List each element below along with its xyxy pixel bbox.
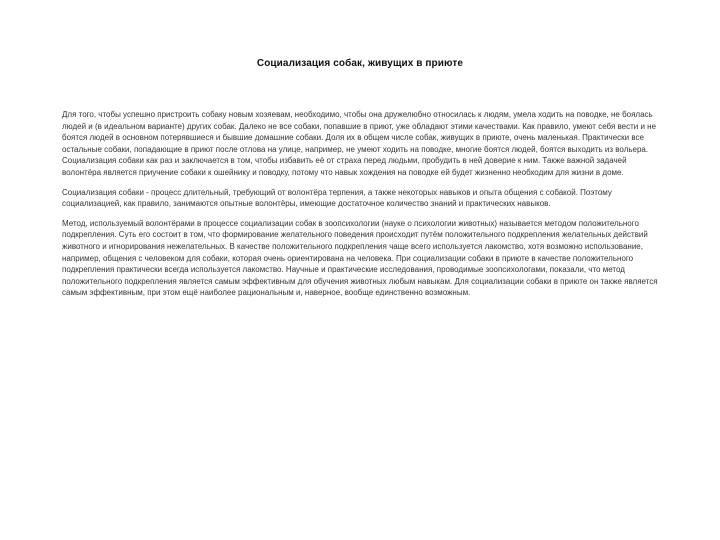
paragraph-3: Метод, используемый волонтёрами в процессе социализации собак в зоопсихологии (науке о психологии животных) называется методом положительного подкрепления. Суть его состоит в том, что формирование желательного поведения происходит путём положительного подкрепления желательных действий животного и игнорирования нежелательных. В качестве положительного подкрепления чаще всего используется лакомство, хотя возможно использование, например, общения с человеком для собаки, которая очень ориентирована на человека. При социализации собаки в приюте в качестве положительного подкрепления практически всегда используется лакомство. Научные и практические исследования, проводимые зоопсихологами, показали, что метод положительного подкрепления является самым эффективным для обучения животных любым навыкам. Для социализации собаки в приюте он также является самым эффективным, при этом ещё наиболее рациональным и, наверное, вообще единственно возможным. bbox=[62, 218, 658, 298]
paragraph-1: Для того, чтобы успешно пристроить собаку новым хозяевам, необходимо, чтобы она дружелюбно относилась к людям, умела ходить на поводке, не боялась людей и (в идеальном варианте) других собак. Далеко не все собаки, попавшие в приют, уже обладают этими качествами. Как правило, умеют себя вести и не боятся людей в основном потерявшиеся и бывшие домашние собаки. Доля их в общем числе собак, живущих в приюте, очень маленькая. Практически все остальные собаки, попадающие в приют после отлова на улице, например, не умеют ходить на поводке, многие боятся людей, боятся выходить из вольера. Социализация собаки как раз и заключается в том, чтобы избавить её от страха перед людьми, пробудить в ней доверие к ним. Также важной задачей волонтёра является приучение собаки к ошейнику и поводку, потому что навык хождения на поводке ей будет жизненно необходим для жизни в доме. bbox=[62, 110, 657, 177]
page-title: Социализация собак, живущих в приюте bbox=[256, 58, 464, 69]
body-text bbox=[62, 109, 662, 307]
paragraph-2: Социализация собаки - процесс длительный, требующий от волонтёра терпения, а также некоторых навыков и опыта общения с собакой. Поэтому социализацией, как правило, занимаются опытные волонтёры, имеющие достаточное количество знаний и практических навыков. bbox=[62, 187, 612, 209]
